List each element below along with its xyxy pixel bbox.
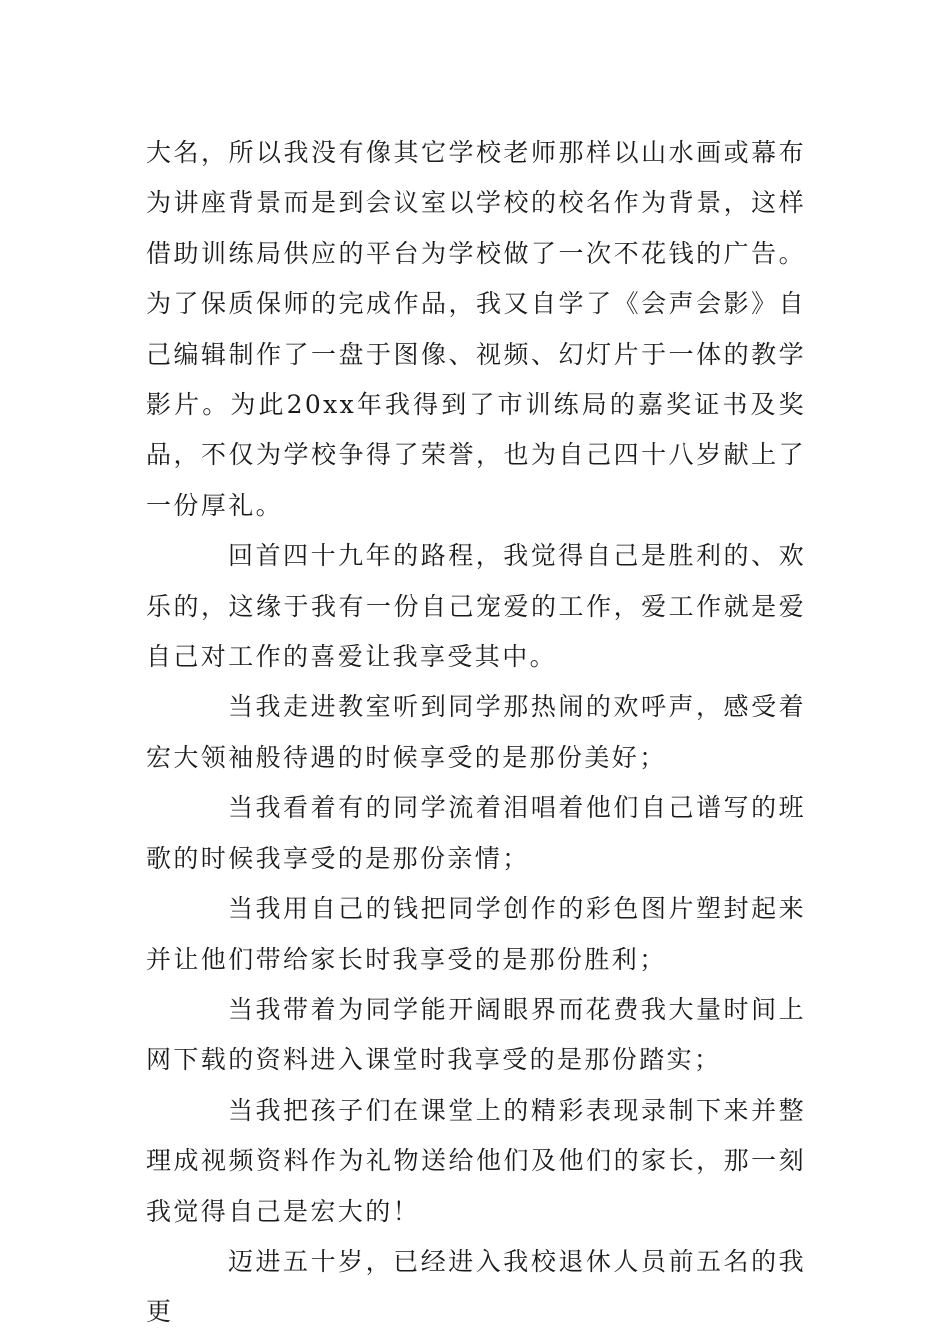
paragraph: 当我用自己的钱把同学创作的彩色图片塑封起来并让他们带给家长时我享受的是那份胜利； (146, 894, 806, 974)
paragraph: 当我看着有的同学流着泪唱着他们自己谱写的班歌的时候我享受的是那份亲情； (146, 793, 806, 873)
paragraph: 当我走进教室听到同学那热闹的欢呼声，感受着宏大领袖般待遇的时候享受的是那份美好； (146, 692, 806, 772)
paragraph: 当我带着为同学能开阔眼界而花费我大量时间上网下载的资料进入课堂时我享受的是那份踏实； (146, 994, 806, 1075)
paragraph: 大名，所以我没有像其它学校老师那样以山水画或幕布为讲座背景而是到会议室以学校的校名作为背景，这样借助训练局供应的平台为学校做了一次不花钱的广告。为了保质保师的完成作品，我又自学了《会声会影》自己编辑制作了一盘于图像、视频、幻灯片于一体的教学影片。为此20xx年我得到了市训练局的嘉奖证书及奖品，不仅为学校争得了荣誉，也为自己四十八岁献上了一份厚礼。 (146, 138, 806, 520)
document-body (146, 128, 806, 1338)
paragraph: 迈进五十岁，已经进入我校退休人员前五名的我更 (146, 1246, 806, 1327)
paragraph: 回首四十九年的路程，我觉得自己是胜利的、欢乐的，这缘于我有一份自己宠爱的工作，爱工作就是爱自己对工作的喜爱让我享受其中。 (146, 541, 806, 672)
paragraph: 当我把孩子们在课堂上的精彩表现录制下来并整理成视频资料作为礼物送给他们及他们的家长，那一刻我觉得自己是宏大的！ (146, 1095, 806, 1226)
